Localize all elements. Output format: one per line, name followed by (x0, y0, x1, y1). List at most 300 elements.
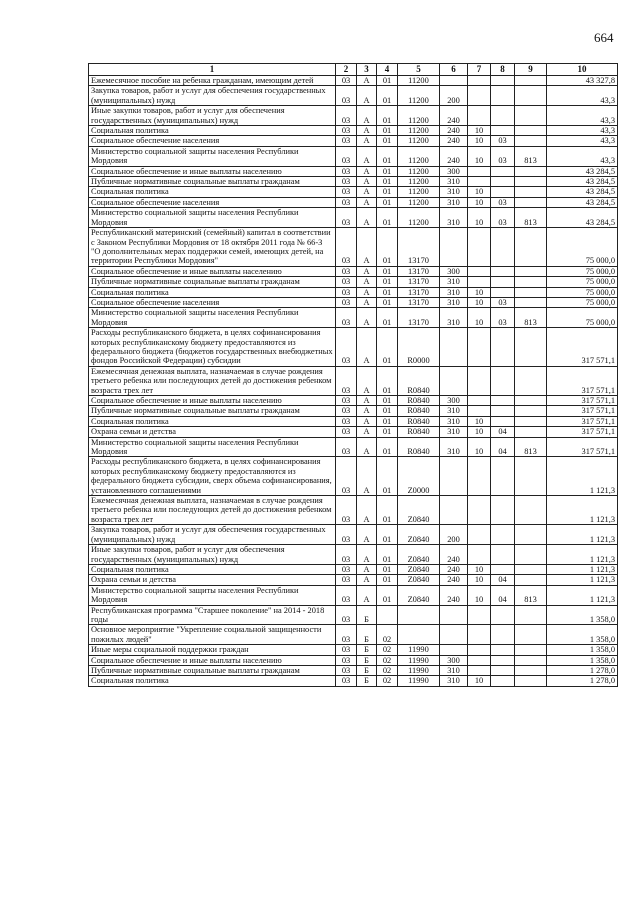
col-6-cell (440, 457, 468, 496)
amount-cell: 1 121,3 (547, 496, 618, 525)
col-8-cell: 03 (491, 208, 515, 228)
col-4-cell: 01 (377, 76, 398, 86)
col-3-cell: А (357, 228, 377, 267)
col-9-cell: 813 (515, 585, 547, 605)
col-8-cell: 03 (491, 146, 515, 166)
col-9-cell (515, 187, 547, 197)
amount-cell: 317 571,1 (547, 416, 618, 426)
col-2-cell: 03 (336, 277, 357, 287)
col-6-cell: 310 (440, 308, 468, 328)
col-3-cell: А (357, 545, 377, 565)
col-8-cell (491, 416, 515, 426)
col-5-cell: 11200 (398, 177, 440, 187)
col-2-cell: 03 (336, 525, 357, 545)
col-5-cell: 13170 (398, 308, 440, 328)
col-7-cell (468, 525, 491, 545)
col-5-cell: R0840 (398, 427, 440, 437)
col-2-cell: 03 (336, 177, 357, 187)
table-row (89, 416, 618, 426)
col-6-cell: 310 (440, 277, 468, 287)
col-9-cell: 813 (515, 146, 547, 166)
row-name-cell: Министерство социальной защиты населения Республики Мордовия (89, 146, 336, 166)
col-5-cell: R0840 (398, 366, 440, 395)
col-8-cell (491, 228, 515, 267)
col-2-cell: 03 (336, 166, 357, 176)
table-row (89, 277, 618, 287)
col-4-cell: 01 (377, 585, 398, 605)
col-5-cell: 11200 (398, 106, 440, 126)
col-3-cell: А (357, 187, 377, 197)
row-name-cell: Социальная политика (89, 287, 336, 297)
col-9-cell (515, 564, 547, 574)
col-9-cell (515, 86, 547, 106)
col-2-cell: 03 (336, 136, 357, 146)
amount-cell: 43,3 (547, 86, 618, 106)
col-8-cell (491, 665, 515, 675)
column-header: 4 (377, 64, 398, 76)
col-2-cell: 03 (336, 396, 357, 406)
col-7-cell: 10 (468, 208, 491, 228)
col-2-cell: 03 (336, 106, 357, 126)
col-2-cell: 03 (336, 437, 357, 457)
col-8-cell (491, 396, 515, 406)
col-8-cell (491, 277, 515, 287)
col-9-cell (515, 106, 547, 126)
table-row (89, 266, 618, 276)
col-3-cell: А (357, 277, 377, 287)
col-7-cell (468, 106, 491, 126)
col-7-cell: 10 (468, 187, 491, 197)
col-7-cell (468, 665, 491, 675)
col-4-cell: 01 (377, 126, 398, 136)
amount-cell: 43 284,5 (547, 177, 618, 187)
col-3-cell: А (357, 366, 377, 395)
col-9-cell: 813 (515, 208, 547, 228)
column-header: 7 (468, 64, 491, 76)
table-row (89, 545, 618, 565)
col-9-cell (515, 396, 547, 406)
amount-cell: 1 358,0 (547, 645, 618, 655)
col-3-cell: А (357, 106, 377, 126)
row-name-cell: Республиканский материнский (семейный) капитал в соответствии с Законом Республики Мордовия от 18 октября 2011 года № 66-З "О дополнительных мерах поддержки семей, имеющих детей, на территории Республики Мордовия" (89, 228, 336, 267)
col-6-cell: 240 (440, 545, 468, 565)
column-header: 2 (336, 64, 357, 76)
col-2-cell: 03 (336, 366, 357, 395)
col-5-cell: Z0840 (398, 496, 440, 525)
col-8-cell (491, 605, 515, 625)
table-row (89, 86, 618, 106)
col-4-cell: 01 (377, 187, 398, 197)
col-3-cell: А (357, 496, 377, 525)
col-9-cell (515, 457, 547, 496)
row-name-cell: Иные закупки товаров, работ и услуг для обеспечения государственных (муниципальных) нужд (89, 545, 336, 565)
col-8-cell (491, 366, 515, 395)
col-5-cell: 11200 (398, 136, 440, 146)
row-name-cell: Социальное обеспечение населения (89, 136, 336, 146)
col-4-cell: 02 (377, 676, 398, 686)
col-8-cell (491, 457, 515, 496)
col-2-cell: 03 (336, 297, 357, 307)
col-4-cell: 01 (377, 177, 398, 187)
col-8-cell (491, 287, 515, 297)
col-3-cell: А (357, 197, 377, 207)
col-4-cell: 02 (377, 645, 398, 655)
col-6-cell: 310 (440, 676, 468, 686)
col-5-cell: Z0840 (398, 545, 440, 565)
col-6-cell: 300 (440, 266, 468, 276)
table-row (89, 585, 618, 605)
col-4-cell: 01 (377, 406, 398, 416)
table-row (89, 525, 618, 545)
table-row (89, 496, 618, 525)
budget-table (88, 63, 618, 687)
col-6-cell: 240 (440, 126, 468, 136)
col-4-cell: 01 (377, 457, 398, 496)
col-3-cell: А (357, 76, 377, 86)
amount-cell: 1 278,0 (547, 676, 618, 686)
amount-cell: 317 571,1 (547, 427, 618, 437)
col-6-cell: 310 (440, 437, 468, 457)
col-5-cell: R0000 (398, 328, 440, 367)
amount-cell: 1 358,0 (547, 655, 618, 665)
col-4-cell: 01 (377, 366, 398, 395)
amount-cell: 1 121,3 (547, 457, 618, 496)
amount-cell: 317 571,1 (547, 366, 618, 395)
col-3-cell: А (357, 564, 377, 574)
col-4-cell: 01 (377, 396, 398, 406)
col-8-cell (491, 496, 515, 525)
column-header: 1 (89, 64, 336, 76)
row-name-cell: Расходы республиканского бюджета, в целях софинансирования которых республиканскому бюджету предоставляются из федерального бюджета (бюджетов государственных внебюджетных фондов Российской Федерации) субсидии (89, 328, 336, 367)
row-name-cell: Социальная политика (89, 676, 336, 686)
col-3-cell: Б (357, 645, 377, 655)
col-2-cell: 03 (336, 605, 357, 625)
col-9-cell (515, 427, 547, 437)
col-6-cell: 240 (440, 564, 468, 574)
col-5-cell: R0840 (398, 437, 440, 457)
row-name-cell: Ежемесячное пособие на ребенка гражданам, имеющим детей (89, 76, 336, 86)
col-7-cell: 10 (468, 287, 491, 297)
col-5-cell: Z0840 (398, 585, 440, 605)
col-4-cell: 01 (377, 136, 398, 146)
table-row (89, 126, 618, 136)
col-4-cell: 01 (377, 277, 398, 287)
col-9-cell (515, 328, 547, 367)
col-4-cell: 02 (377, 665, 398, 675)
table-row (89, 297, 618, 307)
col-7-cell (468, 166, 491, 176)
col-2-cell: 03 (336, 457, 357, 496)
amount-cell: 75 000,0 (547, 297, 618, 307)
row-name-cell: Министерство социальной защиты населения Республики Мордовия (89, 437, 336, 457)
col-7-cell: 10 (468, 575, 491, 585)
col-6-cell: 310 (440, 208, 468, 228)
table-row (89, 328, 618, 367)
row-name-cell: Иные меры социальной поддержки граждан (89, 645, 336, 655)
table-row (89, 655, 618, 665)
col-5-cell: 11990 (398, 645, 440, 655)
col-6-cell: 310 (440, 177, 468, 187)
col-6-cell: 310 (440, 287, 468, 297)
col-4-cell: 01 (377, 146, 398, 166)
amount-cell: 1 278,0 (547, 665, 618, 675)
col-6-cell: 310 (440, 416, 468, 426)
col-8-cell (491, 187, 515, 197)
row-name-cell: Социальная политика (89, 187, 336, 197)
col-6-cell (440, 645, 468, 655)
col-8-cell (491, 655, 515, 665)
col-8-cell: 04 (491, 585, 515, 605)
row-name-cell: Социальное обеспечение и иные выплаты населению (89, 396, 336, 406)
col-3-cell: А (357, 427, 377, 437)
col-5-cell: Z0000 (398, 457, 440, 496)
amount-cell: 317 571,1 (547, 406, 618, 416)
col-7-cell (468, 76, 491, 86)
col-7-cell (468, 366, 491, 395)
col-9-cell (515, 665, 547, 675)
col-7-cell: 10 (468, 126, 491, 136)
col-4-cell: 01 (377, 328, 398, 367)
col-2-cell: 03 (336, 287, 357, 297)
row-name-cell: Основное мероприятие "Укрепление социальной защищенности пожилых людей" (89, 625, 336, 645)
amount-cell: 43 284,5 (547, 208, 618, 228)
amount-cell: 75 000,0 (547, 287, 618, 297)
col-7-cell: 10 (468, 585, 491, 605)
col-2-cell: 03 (336, 496, 357, 525)
col-2-cell: 03 (336, 208, 357, 228)
col-5-cell: 13170 (398, 277, 440, 287)
col-5-cell: 11200 (398, 208, 440, 228)
col-5-cell: 13170 (398, 297, 440, 307)
table-row (89, 575, 618, 585)
amount-cell: 75 000,0 (547, 266, 618, 276)
col-6-cell (440, 366, 468, 395)
col-9-cell (515, 197, 547, 207)
col-4-cell: 02 (377, 625, 398, 645)
amount-cell: 317 571,1 (547, 328, 618, 367)
row-name-cell: Публичные нормативные социальные выплаты гражданам (89, 406, 336, 416)
row-name-cell: Социальное обеспечение и иные выплаты населению (89, 266, 336, 276)
col-7-cell (468, 277, 491, 287)
col-9-cell (515, 605, 547, 625)
col-5-cell: R0840 (398, 396, 440, 406)
col-5-cell (398, 605, 440, 625)
col-4-cell: 01 (377, 228, 398, 267)
col-9-cell (515, 525, 547, 545)
table-row (89, 645, 618, 655)
col-2-cell: 03 (336, 308, 357, 328)
col-7-cell (468, 177, 491, 187)
col-2-cell: 03 (336, 86, 357, 106)
col-6-cell: 240 (440, 585, 468, 605)
row-name-cell: Социальное обеспечение и иные выплаты населению (89, 655, 336, 665)
col-7-cell: 10 (468, 146, 491, 166)
col-2-cell: 03 (336, 328, 357, 367)
col-5-cell: 11990 (398, 655, 440, 665)
col-8-cell: 04 (491, 575, 515, 585)
row-name-cell: Социальное обеспечение населения (89, 197, 336, 207)
amount-cell: 1 121,3 (547, 575, 618, 585)
col-6-cell (440, 625, 468, 645)
col-5-cell: 13170 (398, 266, 440, 276)
table-row (89, 166, 618, 176)
col-8-cell (491, 328, 515, 367)
col-3-cell: Б (357, 605, 377, 625)
amount-cell: 1 121,3 (547, 564, 618, 574)
col-3-cell: Б (357, 665, 377, 675)
col-6-cell: 300 (440, 655, 468, 665)
table-row (89, 366, 618, 395)
col-9-cell (515, 287, 547, 297)
col-4-cell: 01 (377, 208, 398, 228)
col-5-cell: 13170 (398, 287, 440, 297)
col-8-cell (491, 564, 515, 574)
col-7-cell (468, 545, 491, 565)
col-9-cell (515, 177, 547, 187)
row-name-cell: Охрана семьи и детства (89, 575, 336, 585)
row-name-cell: Социальное обеспечение населения (89, 297, 336, 307)
col-9-cell (515, 366, 547, 395)
col-9-cell (515, 416, 547, 426)
col-2-cell: 03 (336, 187, 357, 197)
col-9-cell (515, 645, 547, 655)
col-2-cell: 03 (336, 146, 357, 166)
amount-cell: 1 121,3 (547, 585, 618, 605)
page-number: 664 (594, 30, 614, 45)
col-3-cell: А (357, 136, 377, 146)
col-4-cell: 01 (377, 308, 398, 328)
amount-cell: 1 358,0 (547, 605, 618, 625)
col-6-cell: 200 (440, 525, 468, 545)
col-8-cell (491, 266, 515, 276)
col-2-cell: 03 (336, 427, 357, 437)
col-7-cell: 10 (468, 136, 491, 146)
col-6-cell: 200 (440, 86, 468, 106)
col-4-cell (377, 605, 398, 625)
column-header: 8 (491, 64, 515, 76)
col-6-cell: 310 (440, 406, 468, 416)
col-6-cell: 240 (440, 575, 468, 585)
col-3-cell: А (357, 287, 377, 297)
col-7-cell: 10 (468, 297, 491, 307)
amount-cell: 43,3 (547, 106, 618, 126)
col-2-cell: 03 (336, 564, 357, 574)
col-2-cell: 03 (336, 197, 357, 207)
col-4-cell: 01 (377, 575, 398, 585)
table-row (89, 457, 618, 496)
row-name-cell: Социальная политика (89, 564, 336, 574)
col-5-cell: 11200 (398, 76, 440, 86)
col-4-cell: 01 (377, 106, 398, 126)
col-2-cell: 03 (336, 126, 357, 136)
amount-cell: 1 358,0 (547, 625, 618, 645)
col-7-cell: 10 (468, 564, 491, 574)
col-9-cell (515, 625, 547, 645)
col-8-cell (491, 126, 515, 136)
row-name-cell: Министерство социальной защиты населения Республики Мордовия (89, 585, 336, 605)
col-7-cell (468, 496, 491, 525)
table-row (89, 308, 618, 328)
amount-cell: 317 571,1 (547, 396, 618, 406)
col-5-cell: 11200 (398, 197, 440, 207)
column-header: 9 (515, 64, 547, 76)
col-3-cell: А (357, 457, 377, 496)
row-name-cell: Закупка товаров, работ и услуг для обеспечения государственных (муниципальных) нужд (89, 525, 336, 545)
col-9-cell (515, 126, 547, 136)
table-row (89, 437, 618, 457)
col-8-cell (491, 625, 515, 645)
amount-cell: 75 000,0 (547, 277, 618, 287)
col-3-cell: А (357, 328, 377, 367)
row-name-cell: Ежемесячная денежная выплата, назначаемая в случае рождения третьего ребенка или последующих детей до достижения ребенком возраста трех лет (89, 496, 336, 525)
row-name-cell: Публичные нормативные социальные выплаты гражданам (89, 177, 336, 187)
row-name-cell: Публичные нормативные социальные выплаты гражданам (89, 665, 336, 675)
table-row (89, 396, 618, 406)
col-9-cell (515, 136, 547, 146)
col-9-cell: 813 (515, 437, 547, 457)
col-7-cell: 10 (468, 308, 491, 328)
col-2-cell: 03 (336, 665, 357, 675)
col-4-cell: 01 (377, 297, 398, 307)
col-4-cell: 01 (377, 437, 398, 457)
row-name-cell: Министерство социальной защиты населения Республики Мордовия (89, 308, 336, 328)
row-name-cell: Социальное обеспечение и иные выплаты населению (89, 166, 336, 176)
table-row (89, 76, 618, 86)
row-name-cell: Социальная политика (89, 416, 336, 426)
col-4-cell: 01 (377, 166, 398, 176)
col-3-cell: А (357, 177, 377, 187)
col-6-cell (440, 605, 468, 625)
col-3-cell: А (357, 126, 377, 136)
col-8-cell (491, 676, 515, 686)
amount-cell: 43 327,8 (547, 76, 618, 86)
column-header: 10 (547, 64, 618, 76)
amount-cell: 317 571,1 (547, 437, 618, 457)
col-2-cell: 03 (336, 625, 357, 645)
col-7-cell (468, 457, 491, 496)
col-3-cell: Б (357, 676, 377, 686)
col-6-cell: 310 (440, 427, 468, 437)
table-row (89, 187, 618, 197)
col-8-cell (491, 406, 515, 416)
col-3-cell: А (357, 86, 377, 106)
col-4-cell: 01 (377, 427, 398, 437)
col-8-cell: 03 (491, 308, 515, 328)
col-4-cell: 01 (377, 86, 398, 106)
col-9-cell (515, 277, 547, 287)
col-7-cell: 10 (468, 437, 491, 457)
col-8-cell: 03 (491, 297, 515, 307)
col-2-cell: 03 (336, 406, 357, 416)
col-8-cell (491, 86, 515, 106)
col-5-cell (398, 625, 440, 645)
table-row (89, 287, 618, 297)
row-name-cell: Министерство социальной защиты населения Республики Мордовия (89, 208, 336, 228)
col-5-cell: 11200 (398, 146, 440, 166)
table-row (89, 427, 618, 437)
col-6-cell: 310 (440, 187, 468, 197)
col-9-cell: 813 (515, 308, 547, 328)
table-row (89, 228, 618, 267)
col-8-cell (491, 525, 515, 545)
col-5-cell: Z0840 (398, 564, 440, 574)
col-5-cell: 13170 (398, 228, 440, 267)
col-3-cell: А (357, 525, 377, 545)
col-6-cell: 310 (440, 197, 468, 207)
row-name-cell: Расходы республиканского бюджета, в целях софинансирования которых республиканскому бюджету предоставляются из федерального бюджета субсидии, сверх объема софинансирования, установленного соглашениями (89, 457, 336, 496)
col-5-cell: R0840 (398, 416, 440, 426)
column-header: 6 (440, 64, 468, 76)
